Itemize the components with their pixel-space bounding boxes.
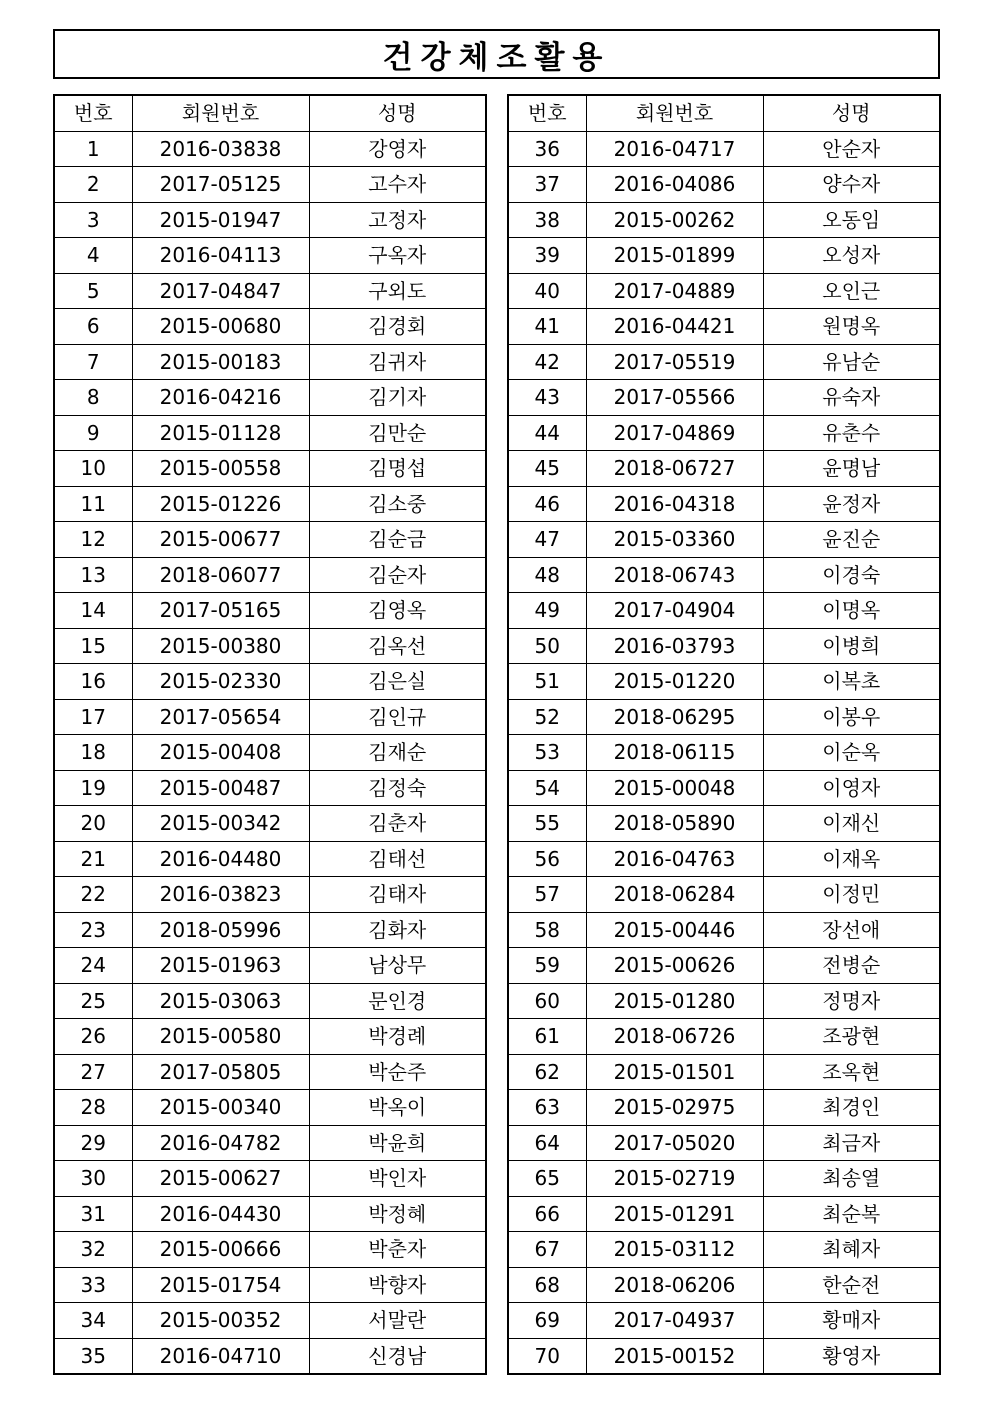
table-row	[508, 770, 940, 806]
cell-name: 조광현	[763, 1019, 940, 1055]
cell-member-id: 2015-01226	[132, 486, 309, 522]
cell-member-id: 2015-01291	[586, 1196, 763, 1232]
cell-name: 유숙자	[763, 380, 940, 416]
cell-no: 4	[54, 238, 132, 274]
cell-name: 김은실	[309, 664, 486, 700]
cell-name: 이병희	[763, 628, 940, 664]
cell-member-id: 2015-00666	[132, 1232, 309, 1268]
table-row	[508, 948, 940, 984]
cell-name: 김태선	[309, 841, 486, 877]
cell-no: 9	[54, 415, 132, 451]
cell-name: 김순금	[309, 522, 486, 558]
cell-member-id: 2016-04782	[132, 1125, 309, 1161]
cell-member-id: 2017-04847	[132, 273, 309, 309]
cell-no: 8	[54, 380, 132, 416]
table-row	[54, 593, 486, 629]
cell-member-id: 2015-00446	[586, 912, 763, 948]
cell-member-id: 2015-01501	[586, 1054, 763, 1090]
table-row	[508, 557, 940, 593]
cell-member-id: 2016-04318	[586, 486, 763, 522]
table-row	[54, 486, 486, 522]
cell-name: 한순전	[763, 1267, 940, 1303]
table-row	[54, 273, 486, 309]
cell-name: 이정민	[763, 877, 940, 913]
cell-no: 64	[508, 1125, 586, 1161]
cell-name: 이영자	[763, 770, 940, 806]
cell-no: 42	[508, 344, 586, 380]
cell-member-id: 2017-04889	[586, 273, 763, 309]
cell-member-id: 2016-04480	[132, 841, 309, 877]
table-row	[54, 983, 486, 1019]
cell-name: 오성자	[763, 238, 940, 274]
cell-name: 박춘자	[309, 1232, 486, 1268]
header-no: 번호	[508, 95, 586, 131]
cell-no: 14	[54, 593, 132, 629]
cell-name: 전병순	[763, 948, 940, 984]
cell-name: 이명옥	[763, 593, 940, 629]
cell-member-id: 2016-04430	[132, 1196, 309, 1232]
cell-member-id: 2015-00352	[132, 1303, 309, 1339]
cell-member-id: 2016-04113	[132, 238, 309, 274]
cell-no: 59	[508, 948, 586, 984]
table-row	[508, 344, 940, 380]
table-row	[508, 167, 940, 203]
cell-name: 안순자	[763, 131, 940, 167]
cell-member-id: 2015-03112	[586, 1232, 763, 1268]
table-row	[54, 131, 486, 167]
table-row	[508, 1054, 940, 1090]
table-row	[54, 1338, 486, 1374]
table-row	[54, 522, 486, 558]
cell-member-id: 2017-05165	[132, 593, 309, 629]
cell-member-id: 2017-04904	[586, 593, 763, 629]
cell-member-id: 2016-03823	[132, 877, 309, 913]
table-row	[508, 273, 940, 309]
cell-member-id: 2018-05996	[132, 912, 309, 948]
cell-no: 69	[508, 1303, 586, 1339]
cell-no: 68	[508, 1267, 586, 1303]
table-row	[508, 983, 940, 1019]
cell-name: 김화자	[309, 912, 486, 948]
table-row	[508, 451, 940, 487]
cell-name: 최혜자	[763, 1232, 940, 1268]
cell-name: 구외도	[309, 273, 486, 309]
table-row	[508, 877, 940, 913]
cell-no: 54	[508, 770, 586, 806]
cell-member-id: 2015-01899	[586, 238, 763, 274]
cell-name: 김귀자	[309, 344, 486, 380]
table-row	[54, 1267, 486, 1303]
cell-member-id: 2015-00048	[586, 770, 763, 806]
cell-member-id: 2015-00580	[132, 1019, 309, 1055]
cell-no: 53	[508, 735, 586, 771]
table-row	[54, 415, 486, 451]
cell-no: 46	[508, 486, 586, 522]
cell-name: 정명자	[763, 983, 940, 1019]
cell-member-id: 2016-03838	[132, 131, 309, 167]
cell-no: 70	[508, 1338, 586, 1374]
table-row	[54, 309, 486, 345]
cell-name: 김재순	[309, 735, 486, 771]
cell-name: 오인근	[763, 273, 940, 309]
table-row	[508, 202, 940, 238]
cell-name: 장선애	[763, 912, 940, 948]
table-row	[54, 735, 486, 771]
cell-member-id: 2017-05519	[586, 344, 763, 380]
table-row	[54, 628, 486, 664]
cell-no: 27	[54, 1054, 132, 1090]
cell-no: 31	[54, 1196, 132, 1232]
cell-name: 조옥현	[763, 1054, 940, 1090]
table-row	[508, 1338, 940, 1374]
cell-member-id: 2015-00342	[132, 806, 309, 842]
cell-no: 29	[54, 1125, 132, 1161]
cell-name: 이봉우	[763, 699, 940, 735]
cell-no: 57	[508, 877, 586, 913]
cell-name: 문인경	[309, 983, 486, 1019]
header-name: 성명	[309, 95, 486, 131]
cell-name: 이경숙	[763, 557, 940, 593]
table-row	[54, 1019, 486, 1055]
table-row	[508, 841, 940, 877]
cell-no: 11	[54, 486, 132, 522]
cell-no: 44	[508, 415, 586, 451]
table-row	[508, 1019, 940, 1055]
cell-name: 윤진순	[763, 522, 940, 558]
cell-member-id: 2015-00262	[586, 202, 763, 238]
cell-member-id: 2018-06726	[586, 1019, 763, 1055]
table-row	[508, 1196, 940, 1232]
cell-name: 박순주	[309, 1054, 486, 1090]
cell-no: 37	[508, 167, 586, 203]
title-box	[53, 29, 940, 79]
table-row	[508, 415, 940, 451]
table-row	[508, 1267, 940, 1303]
cell-member-id: 2015-00558	[132, 451, 309, 487]
cell-no: 39	[508, 238, 586, 274]
cell-no: 17	[54, 699, 132, 735]
table-row	[508, 806, 940, 842]
cell-name: 이순옥	[763, 735, 940, 771]
cell-member-id: 2015-00183	[132, 344, 309, 380]
cell-name: 유춘수	[763, 415, 940, 451]
cell-name: 박정혜	[309, 1196, 486, 1232]
cell-member-id: 2015-00487	[132, 770, 309, 806]
cell-name: 김옥선	[309, 628, 486, 664]
cell-no: 34	[54, 1303, 132, 1339]
page-title: 건강체조활용	[382, 39, 611, 76]
cell-name: 고수자	[309, 167, 486, 203]
cell-no: 25	[54, 983, 132, 1019]
cell-no: 63	[508, 1090, 586, 1126]
cell-name: 김인규	[309, 699, 486, 735]
cell-name: 박경례	[309, 1019, 486, 1055]
cell-no: 43	[508, 380, 586, 416]
table-row	[54, 664, 486, 700]
table-row	[54, 344, 486, 380]
table-row	[508, 238, 940, 274]
cell-member-id: 2016-04086	[586, 167, 763, 203]
cell-no: 48	[508, 557, 586, 593]
cell-no: 20	[54, 806, 132, 842]
cell-name: 남상무	[309, 948, 486, 984]
table-row	[54, 1232, 486, 1268]
cell-name: 서말란	[309, 1303, 486, 1339]
cell-no: 36	[508, 131, 586, 167]
cell-name: 윤정자	[763, 486, 940, 522]
table-row	[508, 380, 940, 416]
cell-member-id: 2015-02975	[586, 1090, 763, 1126]
cell-member-id: 2016-04717	[586, 131, 763, 167]
cell-no: 45	[508, 451, 586, 487]
table-row	[508, 699, 940, 735]
cell-name: 김경회	[309, 309, 486, 345]
cell-name: 신경남	[309, 1338, 486, 1374]
cell-member-id: 2017-05805	[132, 1054, 309, 1090]
cell-no: 61	[508, 1019, 586, 1055]
cell-name: 황영자	[763, 1338, 940, 1374]
cell-name: 김소중	[309, 486, 486, 522]
table-row	[508, 1161, 940, 1197]
cell-name: 양수자	[763, 167, 940, 203]
cell-no: 66	[508, 1196, 586, 1232]
cell-member-id: 2015-00626	[586, 948, 763, 984]
cell-no: 12	[54, 522, 132, 558]
cell-name: 박인자	[309, 1161, 486, 1197]
table-row	[54, 1125, 486, 1161]
table-row	[54, 1054, 486, 1090]
cell-no: 55	[508, 806, 586, 842]
cell-member-id: 2016-04710	[132, 1338, 309, 1374]
cell-no: 52	[508, 699, 586, 735]
cell-name: 강영자	[309, 131, 486, 167]
roster-table-right	[507, 94, 941, 1375]
cell-member-id: 2018-06284	[586, 877, 763, 913]
cell-no: 49	[508, 593, 586, 629]
cell-name: 이복초	[763, 664, 940, 700]
cell-no: 28	[54, 1090, 132, 1126]
table-row	[54, 1161, 486, 1197]
table-row	[54, 557, 486, 593]
cell-member-id: 2018-06295	[586, 699, 763, 735]
cell-name: 구옥자	[309, 238, 486, 274]
roster-table-left	[53, 94, 487, 1375]
cell-no: 32	[54, 1232, 132, 1268]
table-row	[508, 664, 940, 700]
cell-no: 33	[54, 1267, 132, 1303]
cell-no: 30	[54, 1161, 132, 1197]
cell-member-id: 2017-05020	[586, 1125, 763, 1161]
table-row	[508, 522, 940, 558]
cell-no: 7	[54, 344, 132, 380]
table-row	[54, 699, 486, 735]
cell-name: 이재신	[763, 806, 940, 842]
cell-name: 최순복	[763, 1196, 940, 1232]
cell-member-id: 2015-00380	[132, 628, 309, 664]
cell-name: 김순자	[309, 557, 486, 593]
table-row	[508, 1090, 940, 1126]
cell-no: 35	[54, 1338, 132, 1374]
cell-member-id: 2015-00152	[586, 1338, 763, 1374]
table-row	[508, 912, 940, 948]
cell-no: 5	[54, 273, 132, 309]
cell-name: 최송열	[763, 1161, 940, 1197]
cell-name: 김춘자	[309, 806, 486, 842]
cell-no: 40	[508, 273, 586, 309]
cell-no: 62	[508, 1054, 586, 1090]
table-row	[54, 912, 486, 948]
table-row	[508, 309, 940, 345]
table-row	[508, 593, 940, 629]
table-row	[508, 1303, 940, 1339]
cell-no: 19	[54, 770, 132, 806]
cell-no: 16	[54, 664, 132, 700]
cell-name: 최경인	[763, 1090, 940, 1126]
table-row	[508, 628, 940, 664]
table-row	[54, 948, 486, 984]
header-member-id: 회원번호	[132, 95, 309, 131]
cell-no: 23	[54, 912, 132, 948]
cell-name: 이재옥	[763, 841, 940, 877]
cell-no: 3	[54, 202, 132, 238]
table-row	[54, 1090, 486, 1126]
cell-no: 60	[508, 983, 586, 1019]
cell-name: 김정숙	[309, 770, 486, 806]
table-row	[54, 380, 486, 416]
cell-no: 15	[54, 628, 132, 664]
cell-no: 50	[508, 628, 586, 664]
cell-member-id: 2015-00680	[132, 309, 309, 345]
table-row	[54, 167, 486, 203]
cell-member-id: 2016-03793	[586, 628, 763, 664]
cell-member-id: 2018-06077	[132, 557, 309, 593]
cell-member-id: 2017-05566	[586, 380, 763, 416]
cell-member-id: 2015-00340	[132, 1090, 309, 1126]
cell-no: 38	[508, 202, 586, 238]
table-body-left	[54, 131, 486, 1374]
table-row	[54, 451, 486, 487]
cell-name: 윤명남	[763, 451, 940, 487]
cell-no: 24	[54, 948, 132, 984]
cell-member-id: 2015-02719	[586, 1161, 763, 1197]
table-row	[508, 735, 940, 771]
cell-no: 51	[508, 664, 586, 700]
table-row	[508, 1125, 940, 1161]
table-header-row	[508, 95, 940, 131]
cell-name: 김만순	[309, 415, 486, 451]
cell-name: 고정자	[309, 202, 486, 238]
cell-name: 오동임	[763, 202, 940, 238]
cell-no: 13	[54, 557, 132, 593]
cell-no: 2	[54, 167, 132, 203]
cell-name: 김영옥	[309, 593, 486, 629]
cell-no: 10	[54, 451, 132, 487]
cell-no: 65	[508, 1161, 586, 1197]
table-row	[54, 841, 486, 877]
cell-no: 47	[508, 522, 586, 558]
cell-member-id: 2015-00408	[132, 735, 309, 771]
table-row	[54, 1303, 486, 1339]
cell-member-id: 2015-00677	[132, 522, 309, 558]
table-row	[54, 770, 486, 806]
cell-no: 1	[54, 131, 132, 167]
table-header-row	[54, 95, 486, 131]
cell-member-id: 2015-02330	[132, 664, 309, 700]
table-row	[54, 238, 486, 274]
cell-member-id: 2015-01280	[586, 983, 763, 1019]
cell-member-id: 2016-04421	[586, 309, 763, 345]
cell-member-id: 2015-01754	[132, 1267, 309, 1303]
cell-no: 56	[508, 841, 586, 877]
cell-member-id: 2015-01220	[586, 664, 763, 700]
cell-member-id: 2017-04869	[586, 415, 763, 451]
cell-name: 박옥이	[309, 1090, 486, 1126]
cell-member-id: 2016-04216	[132, 380, 309, 416]
cell-member-id: 2015-01128	[132, 415, 309, 451]
cell-no: 58	[508, 912, 586, 948]
cell-name: 원명옥	[763, 309, 940, 345]
header-name: 성명	[763, 95, 940, 131]
cell-name: 유남순	[763, 344, 940, 380]
cell-member-id: 2018-06727	[586, 451, 763, 487]
table-body-right	[508, 131, 940, 1374]
cell-member-id: 2015-03360	[586, 522, 763, 558]
table-row	[508, 486, 940, 522]
cell-member-id: 2018-06743	[586, 557, 763, 593]
header-no: 번호	[54, 95, 132, 131]
cell-no: 22	[54, 877, 132, 913]
cell-no: 26	[54, 1019, 132, 1055]
table-row	[54, 877, 486, 913]
cell-no: 6	[54, 309, 132, 345]
cell-name: 박향자	[309, 1267, 486, 1303]
cell-name: 황매자	[763, 1303, 940, 1339]
header-member-id: 회원번호	[586, 95, 763, 131]
cell-no: 67	[508, 1232, 586, 1268]
cell-member-id: 2017-05654	[132, 699, 309, 735]
table-row	[508, 1232, 940, 1268]
cell-member-id: 2015-03063	[132, 983, 309, 1019]
table-row	[508, 131, 940, 167]
cell-name: 김태자	[309, 877, 486, 913]
cell-name: 최금자	[763, 1125, 940, 1161]
cell-member-id: 2016-04763	[586, 841, 763, 877]
cell-name: 김기자	[309, 380, 486, 416]
cell-member-id: 2017-05125	[132, 167, 309, 203]
cell-member-id: 2015-00627	[132, 1161, 309, 1197]
cell-member-id: 2015-01963	[132, 948, 309, 984]
cell-member-id: 2018-06115	[586, 735, 763, 771]
cell-no: 21	[54, 841, 132, 877]
cell-member-id: 2015-01947	[132, 202, 309, 238]
cell-name: 김명섭	[309, 451, 486, 487]
cell-no: 41	[508, 309, 586, 345]
cell-member-id: 2018-05890	[586, 806, 763, 842]
cell-no: 18	[54, 735, 132, 771]
table-row	[54, 806, 486, 842]
table-row	[54, 202, 486, 238]
table-row	[54, 1196, 486, 1232]
cell-member-id: 2018-06206	[586, 1267, 763, 1303]
cell-member-id: 2017-04937	[586, 1303, 763, 1339]
cell-name: 박윤희	[309, 1125, 486, 1161]
